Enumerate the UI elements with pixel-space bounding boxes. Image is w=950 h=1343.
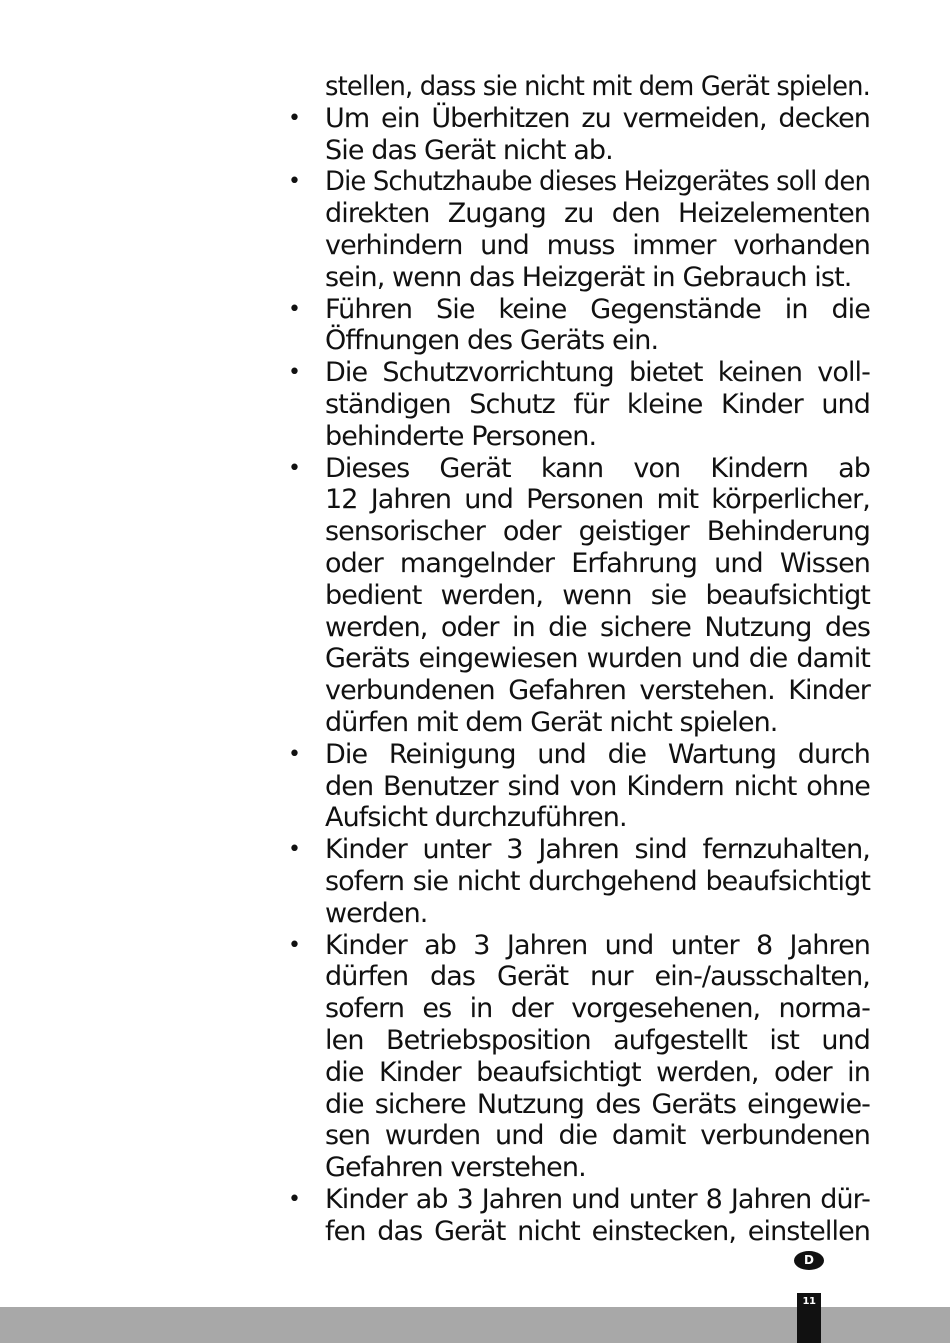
line-text: Gefahren verstehen. <box>325 1152 586 1184</box>
line-text: Die Reinigung und die Wartung durch <box>325 738 870 770</box>
line-text: oder mangelnder Erfahrung und Wissen <box>325 547 870 579</box>
line-text: Die Schutzhaube dieses Heizgerätes soll den <box>325 166 871 198</box>
line-text: Dieses Gerät kann von Kindern ab <box>325 452 870 484</box>
text-line <box>284 707 870 739</box>
line-text: Um ein Überhitzen zu vermeiden, decken <box>325 102 870 134</box>
text-line <box>284 898 870 930</box>
bullet-item-first-line <box>284 834 870 866</box>
text-line <box>284 1089 870 1121</box>
text-line <box>284 484 870 516</box>
bullet-item-first-line <box>284 453 870 485</box>
page-number: 11 <box>802 1296 816 1307</box>
line-text: 12 Jahren und Personen mit körperlicher, <box>325 484 870 516</box>
line-text: Öffnungen des Geräts ein. <box>325 325 659 357</box>
bullet-marker: • <box>287 296 301 322</box>
bullet-marker: • <box>287 932 301 958</box>
text-line <box>284 389 870 421</box>
line-text: die Kinder beaufsichtigt werden, oder in <box>325 1056 870 1088</box>
text-line <box>284 961 870 993</box>
text-line <box>284 580 870 612</box>
line-text: len Betriebsposition aufgestellt ist und <box>325 1024 870 1056</box>
bullet-item-first-line <box>284 103 870 135</box>
text-line <box>284 1152 870 1184</box>
text-line <box>284 421 870 453</box>
line-text: Die Schutzvorrichtung bietet keinen voll- <box>325 357 870 389</box>
page-number-tab <box>797 1293 821 1343</box>
bullet-marker: • <box>287 1186 301 1212</box>
text-line <box>284 516 870 548</box>
line-text: Geräts eingewiesen wurden und die damit <box>325 643 870 675</box>
line-text: sofern es in der vorgesehenen, norma- <box>325 993 870 1025</box>
bullet-item-first-line <box>284 294 870 326</box>
bullet-item-first-line <box>284 1184 870 1216</box>
line-text: verhindern und muss immer vorhanden <box>325 229 870 261</box>
line-text: dürfen das Gerät nur ein-/ausschalten, <box>325 961 870 993</box>
line-text: werden. <box>325 897 428 929</box>
bullet-item-first-line <box>284 930 870 962</box>
line-text: Kinder ab 3 Jahren und unter 8 Jahren <box>325 929 870 961</box>
bullet-marker: • <box>287 105 301 131</box>
text-line <box>284 1120 870 1152</box>
text-line <box>284 802 870 834</box>
line-text: sein, wenn das Heizgerät in Gebrauch ist. <box>325 261 852 293</box>
line-text: ständigen Schutz für kleine Kinder und <box>325 388 870 420</box>
language-badge: D <box>794 1251 824 1270</box>
text-line <box>284 771 870 803</box>
bullet-marker: • <box>287 169 301 195</box>
text-line <box>284 993 870 1025</box>
bullet-marker: • <box>287 360 301 386</box>
text-line <box>284 198 870 230</box>
line-text: Kinder ab 3 Jahren und unter 8 Jahren dür- <box>325 1183 870 1215</box>
line-text: direkten Zugang zu den Heizelementen <box>325 198 870 230</box>
bullet-marker: • <box>287 741 301 767</box>
text-line <box>284 1025 870 1057</box>
text-line <box>284 675 870 707</box>
line-text: fen das Gerät nicht einstecken, einstellen <box>325 1215 870 1247</box>
bullet-item-first-line <box>284 357 870 389</box>
line-text: Kinder unter 3 Jahren sind fernzuhalten, <box>325 834 870 866</box>
text-line <box>284 262 870 294</box>
line-text: die sichere Nutzung des Geräts eingewie- <box>325 1088 870 1120</box>
bullet-marker: • <box>287 455 301 481</box>
line-text: behinderte Personen. <box>325 420 597 452</box>
line-text: sen wurden und die damit verbundenen <box>325 1120 870 1152</box>
text-line <box>284 135 870 167</box>
line-text: Aufsicht durchzuführen. <box>325 802 627 834</box>
line-text: bedient werden, wenn sie beaufsichtigt <box>325 579 870 611</box>
line-text: verbundenen Gefahren verstehen. Kinder <box>325 675 870 707</box>
text-line <box>284 230 870 262</box>
text-line <box>284 612 870 644</box>
text-line <box>284 1216 870 1248</box>
bullet-item-first-line <box>284 739 870 771</box>
text-line <box>284 866 870 898</box>
line-text: dürfen mit dem Gerät nicht spielen. <box>325 706 778 738</box>
line-text: sofern sie nicht durchgehend beaufsichtigt <box>325 865 870 897</box>
line-text: stellen, dass sie nicht mit dem Gerät spielen. <box>325 71 871 102</box>
text-line <box>284 548 870 580</box>
text-line <box>284 643 870 675</box>
body-text-column <box>284 71 870 1247</box>
line-text: werden, oder in die sichere Nutzung des <box>325 611 870 643</box>
line-text: sensorischer oder geistiger Behinderung <box>325 516 870 548</box>
bullet-marker: • <box>287 837 301 863</box>
text-line <box>284 1057 870 1089</box>
text-line <box>284 71 870 103</box>
line-text: Führen Sie keine Gegenstände in die <box>325 293 870 325</box>
line-text: Sie das Gerät nicht ab. <box>325 134 613 166</box>
line-text: den Benutzer sind von Kindern nicht ohne <box>325 770 870 802</box>
text-line <box>284 325 870 357</box>
bullet-item-first-line <box>284 166 870 198</box>
